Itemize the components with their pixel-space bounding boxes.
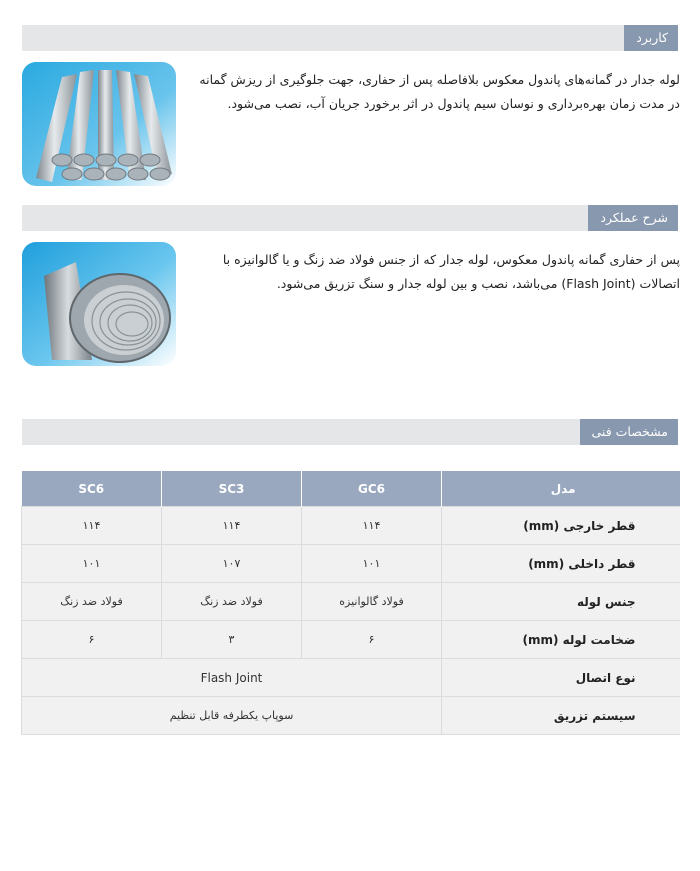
pipe-interior-image: [22, 242, 176, 366]
operation-paragraph: پس از حفاری گمانه پاندول معکوس، لوله جدار که از جنس فولاد ضد زنگ و یا گالوانیزه با اتصالات (Flash Joint) می‌باشد، نصب و بین لوله جدار و سنگ تزریق می‌شود.: [222, 252, 680, 291]
row-label: سیستم تزریق: [442, 697, 680, 735]
cell: ۶: [302, 621, 442, 659]
row-label: قطر داخلی (mm): [442, 545, 680, 583]
row-label: جنس لوله: [442, 583, 680, 621]
usage-paragraph: لوله جدار در گمانه‌های پاندول معکوس بلافاصله پس از حفاری، جهت جلوگیری از ریزش گمانه در مدت زمان بهره‌برداری و نوسان سیم پاندول در اثر برخورد جریان آب، نصب می‌شود.: [199, 72, 680, 111]
spec-table: [21, 471, 680, 735]
row-label: ضخامت لوله (mm): [442, 621, 680, 659]
table-row: [22, 659, 680, 697]
table-row: [22, 545, 680, 583]
cell: فولاد گالوانیزه: [302, 583, 442, 621]
header-col: SC6: [22, 471, 162, 507]
cell: ۶: [22, 621, 162, 659]
row-label: نوع اتصال: [442, 659, 680, 697]
cell: فولاد ضد زنگ: [22, 583, 162, 621]
header-col: GC6: [302, 471, 442, 507]
table-header-row: [22, 471, 680, 507]
cell: ۱۰۷: [162, 545, 302, 583]
header-model: مدل: [442, 471, 680, 507]
table-row: [22, 583, 680, 621]
section-title-operation: شرح عملکرد: [588, 205, 678, 231]
injection-value: سوپاپ یکطرفه قابل تنظیم: [22, 697, 442, 735]
table-row: [22, 621, 680, 659]
cell: فولاد ضد زنگ: [162, 583, 302, 621]
cell: ۱۰۱: [302, 545, 442, 583]
cell: ۳: [162, 621, 302, 659]
section-title-specs: مشخصات فنی: [580, 419, 678, 445]
connection-value: Flash Joint: [22, 659, 442, 697]
section-bar-operation: [22, 205, 678, 231]
pipes-bundle-image: [22, 62, 176, 186]
row-label: قطر خارجی (mm): [442, 507, 680, 545]
section-title-usage: کاربرد: [624, 25, 678, 51]
table-row: [22, 697, 680, 735]
header-col: SC3: [162, 471, 302, 507]
section-bar-usage: [22, 25, 678, 51]
cell: ۱۱۴: [302, 507, 442, 545]
cell: ۱۱۴: [22, 507, 162, 545]
cell: ۱۱۴: [162, 507, 302, 545]
table-row: [22, 507, 680, 545]
section-bar-specs: [22, 419, 678, 445]
cell: ۱۰۱: [22, 545, 162, 583]
